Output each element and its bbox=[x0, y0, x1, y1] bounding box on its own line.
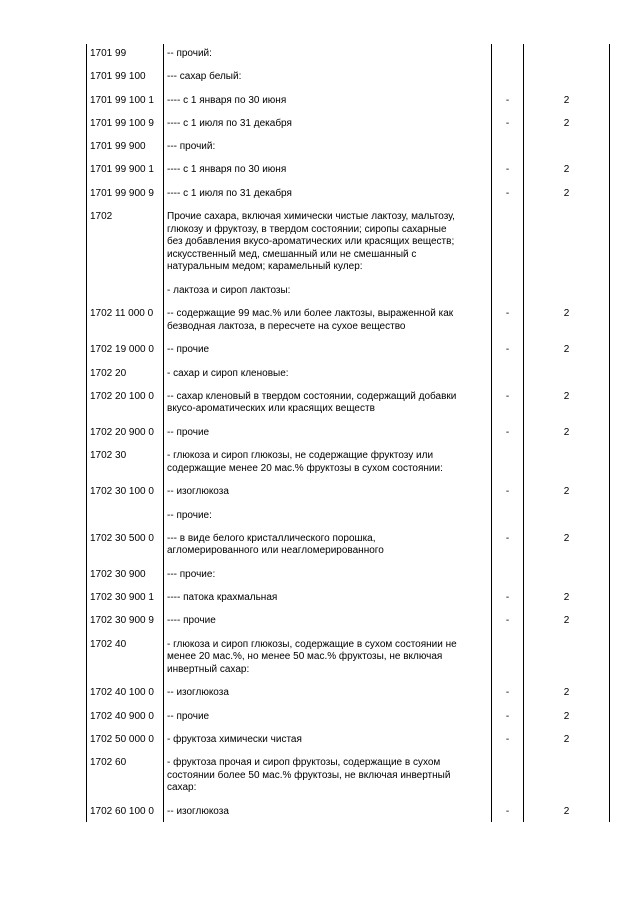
description-line: --- прочий: bbox=[167, 141, 216, 153]
tariff-code: 1701 99 bbox=[90, 48, 127, 59]
description-line: агломерированного или неагломерированного bbox=[167, 545, 384, 557]
goods-description bbox=[167, 486, 489, 499]
description-line: ---- с 1 января по 30 июня bbox=[167, 164, 287, 176]
goods-description bbox=[167, 95, 489, 108]
table-row bbox=[86, 141, 610, 164]
tariff-code: 1701 99 100 9 bbox=[90, 117, 154, 129]
description-line: натуральным медом; карамельный кулер: bbox=[167, 261, 363, 273]
table-row bbox=[86, 711, 610, 734]
goods-description bbox=[167, 391, 489, 416]
description-line: искусственный мед, смешанный или не смешанный с bbox=[167, 248, 417, 260]
goods-description bbox=[167, 806, 489, 819]
tariff-code: 1701 99 900 1 bbox=[90, 164, 154, 176]
duty-rate-cell: 2 bbox=[563, 426, 570, 438]
description-line: - фруктоза прочая и сироп фруктозы, содержащие в сухом bbox=[167, 757, 441, 769]
tariff-code: 1702 11 000 0 bbox=[90, 308, 154, 320]
duty-rate-cell: 2 bbox=[563, 94, 570, 106]
unit-cell: - bbox=[505, 308, 510, 320]
unit-cell: - bbox=[505, 117, 510, 129]
tariff-code: 1702 50 000 0 bbox=[90, 733, 154, 745]
tariff-code: 1702 30 900 bbox=[90, 568, 146, 580]
description-line: ---- прочие bbox=[167, 615, 216, 627]
duty-rate-cell: 2 bbox=[563, 308, 570, 320]
tariff-code: 1702 bbox=[90, 211, 113, 223]
table-row bbox=[86, 308, 610, 344]
table-row bbox=[86, 486, 610, 509]
table-row bbox=[86, 164, 610, 187]
table-row bbox=[86, 427, 610, 450]
description-line: Прочие сахара, включая химически чистые лактозу, мальтозу, bbox=[167, 211, 455, 223]
unit-cell: - bbox=[505, 164, 510, 176]
description-line: без добавления вкусо-ароматических или красящих веществ; bbox=[167, 236, 455, 248]
description-line: ---- с 1 января по 30 июня bbox=[167, 94, 287, 106]
unit-cell: - bbox=[505, 426, 510, 438]
unit-cell: - bbox=[505, 187, 510, 199]
table-row bbox=[86, 615, 610, 638]
tariff-code: 1702 20 bbox=[90, 367, 127, 379]
duty-rate-cell: 2 bbox=[563, 117, 570, 129]
duty-rate-cell: 2 bbox=[563, 733, 570, 745]
goods-description bbox=[167, 615, 489, 628]
tariff-code: 1701 99 100 bbox=[90, 71, 146, 83]
table-row bbox=[86, 285, 610, 308]
unit-cell: - bbox=[505, 592, 510, 604]
tariff-code: 1702 30 100 0 bbox=[90, 486, 154, 498]
unit-cell: - bbox=[505, 710, 510, 722]
duty-rate-cell: 2 bbox=[563, 344, 570, 356]
tariff-code: 1702 19 000 0 bbox=[90, 344, 154, 356]
description-line: -- изоглюкоза bbox=[167, 486, 229, 498]
description-line: глюкозу и фруктозу, в твердом состоянии; сиропы сахарные bbox=[167, 223, 447, 235]
description-line: инвертный сахар: bbox=[167, 663, 250, 675]
duty-rate-cell: 2 bbox=[563, 532, 570, 544]
duty-rate-cell: 2 bbox=[563, 164, 570, 176]
table-row bbox=[86, 757, 610, 806]
goods-description bbox=[167, 368, 489, 381]
description-line: -- изоглюкоза bbox=[167, 805, 229, 817]
table-row bbox=[86, 639, 610, 688]
tariff-code: 1701 99 900 bbox=[90, 141, 146, 153]
tariff-code: 1702 20 100 0 bbox=[90, 390, 154, 402]
description-line: состоянии более 50 мас.% фруктозы, не включая инвертный bbox=[167, 769, 451, 781]
tariff-table bbox=[86, 44, 610, 822]
goods-description bbox=[167, 211, 489, 274]
table-row bbox=[86, 48, 610, 71]
tariff-code: 1702 20 900 0 bbox=[90, 426, 154, 438]
description-line: содержащие менее 20 мас.% фруктозы в сухом состоянии: bbox=[167, 462, 443, 474]
table-row bbox=[86, 391, 610, 427]
table-row bbox=[86, 188, 610, 211]
goods-description bbox=[167, 118, 489, 131]
duty-rate-cell: 2 bbox=[563, 615, 570, 627]
table-row bbox=[86, 71, 610, 94]
unit-cell: - bbox=[505, 532, 510, 544]
unit-cell: - bbox=[505, 486, 510, 498]
goods-description bbox=[167, 141, 489, 154]
tariff-code: 1702 30 900 1 bbox=[90, 592, 154, 604]
description-line: - сахар и сироп кленовые: bbox=[167, 367, 289, 379]
goods-description bbox=[167, 711, 489, 724]
description-line: - глюкоза и сироп глюкозы, не содержащие фруктозу или bbox=[167, 450, 434, 462]
duty-rate-cell: 2 bbox=[563, 687, 570, 699]
description-line: вкусо-ароматических или красящих веществ bbox=[167, 403, 375, 415]
description-line: -- прочие: bbox=[167, 509, 212, 521]
goods-description bbox=[167, 48, 489, 61]
duty-rate-cell: 2 bbox=[563, 710, 570, 722]
description-line: --- прочие: bbox=[167, 568, 216, 580]
description-line: безводная лактоза, в пересчете на сухое вещество bbox=[167, 320, 406, 332]
table-row bbox=[86, 592, 610, 615]
goods-description bbox=[167, 569, 489, 582]
goods-description bbox=[167, 308, 489, 333]
goods-description bbox=[167, 639, 489, 677]
table-body bbox=[86, 48, 610, 829]
tariff-code: 1702 30 500 0 bbox=[90, 532, 154, 544]
description-line: -- сахар кленовый в твердом состоянии, содержащий добавки bbox=[167, 390, 457, 402]
table-row bbox=[86, 569, 610, 592]
tariff-code: 1702 40 100 0 bbox=[90, 687, 154, 699]
description-line: -- прочие bbox=[167, 426, 210, 438]
description-line: ---- с 1 июля по 31 декабря bbox=[167, 117, 292, 129]
description-line: -- прочие bbox=[167, 344, 210, 356]
description-line: --- в виде белого кристаллического порошка, bbox=[167, 532, 376, 544]
goods-description bbox=[167, 188, 489, 201]
description-line: - лактоза и сироп лактозы: bbox=[167, 285, 291, 297]
goods-description bbox=[167, 344, 489, 357]
tariff-code: 1701 99 100 1 bbox=[90, 94, 154, 106]
table-row bbox=[86, 344, 610, 367]
duty-rate-cell: 2 bbox=[563, 486, 570, 498]
duty-rate-cell: 2 bbox=[563, 592, 570, 604]
table-row bbox=[86, 368, 610, 391]
table-row bbox=[86, 734, 610, 757]
duty-rate-cell: 2 bbox=[563, 187, 570, 199]
description-line: сахар: bbox=[167, 782, 197, 794]
description-line: - глюкоза и сироп глюкозы, содержащие в сухом состоянии не bbox=[167, 638, 457, 650]
unit-cell: - bbox=[505, 687, 510, 699]
goods-description bbox=[167, 510, 489, 523]
unit-cell: - bbox=[505, 344, 510, 356]
description-line: - фруктоза химически чистая bbox=[167, 733, 302, 745]
duty-rate-cell: 2 bbox=[563, 390, 570, 402]
goods-description bbox=[167, 427, 489, 440]
table-row bbox=[86, 533, 610, 569]
goods-description bbox=[167, 71, 489, 84]
goods-description bbox=[167, 734, 489, 747]
goods-description bbox=[167, 757, 489, 795]
unit-cell: - bbox=[505, 390, 510, 402]
description-line: --- сахар белый: bbox=[167, 71, 242, 83]
goods-description bbox=[167, 164, 489, 177]
goods-description bbox=[167, 592, 489, 605]
tariff-code: 1702 30 bbox=[90, 450, 127, 462]
goods-description bbox=[167, 450, 489, 475]
table-row bbox=[86, 450, 610, 486]
tariff-code: 1702 40 900 0 bbox=[90, 710, 154, 722]
goods-description bbox=[167, 285, 489, 298]
tariff-code: 1701 99 900 9 bbox=[90, 187, 154, 199]
description-line: менее 20 мас.%, но менее 50 мас.% фруктозы, не включая bbox=[167, 651, 443, 663]
table-row bbox=[86, 118, 610, 141]
unit-cell: - bbox=[505, 94, 510, 106]
tariff-code: 1702 60 bbox=[90, 757, 127, 769]
goods-description bbox=[167, 687, 489, 700]
description-line: ---- патока крахмальная bbox=[167, 592, 278, 604]
unit-cell: - bbox=[505, 615, 510, 627]
description-line: -- прочий: bbox=[167, 48, 212, 59]
table-row bbox=[86, 687, 610, 710]
duty-rate-cell: 2 bbox=[563, 805, 570, 817]
description-line: -- содержащие 99 мас.% или более лактозы, выраженной как bbox=[167, 308, 454, 320]
table-row bbox=[86, 510, 610, 533]
unit-cell: - bbox=[505, 805, 510, 817]
tariff-code: 1702 40 bbox=[90, 638, 127, 650]
description-line: -- прочие bbox=[167, 710, 210, 722]
tariff-code: 1702 60 100 0 bbox=[90, 805, 154, 817]
description-line: -- изоглюкоза bbox=[167, 687, 229, 699]
unit-cell: - bbox=[505, 733, 510, 745]
description-line: ---- с 1 июля по 31 декабря bbox=[167, 187, 292, 199]
tariff-code: 1702 30 900 9 bbox=[90, 615, 154, 627]
table-row bbox=[86, 806, 610, 829]
table-row bbox=[86, 95, 610, 118]
table-row bbox=[86, 211, 610, 285]
goods-description bbox=[167, 533, 489, 558]
